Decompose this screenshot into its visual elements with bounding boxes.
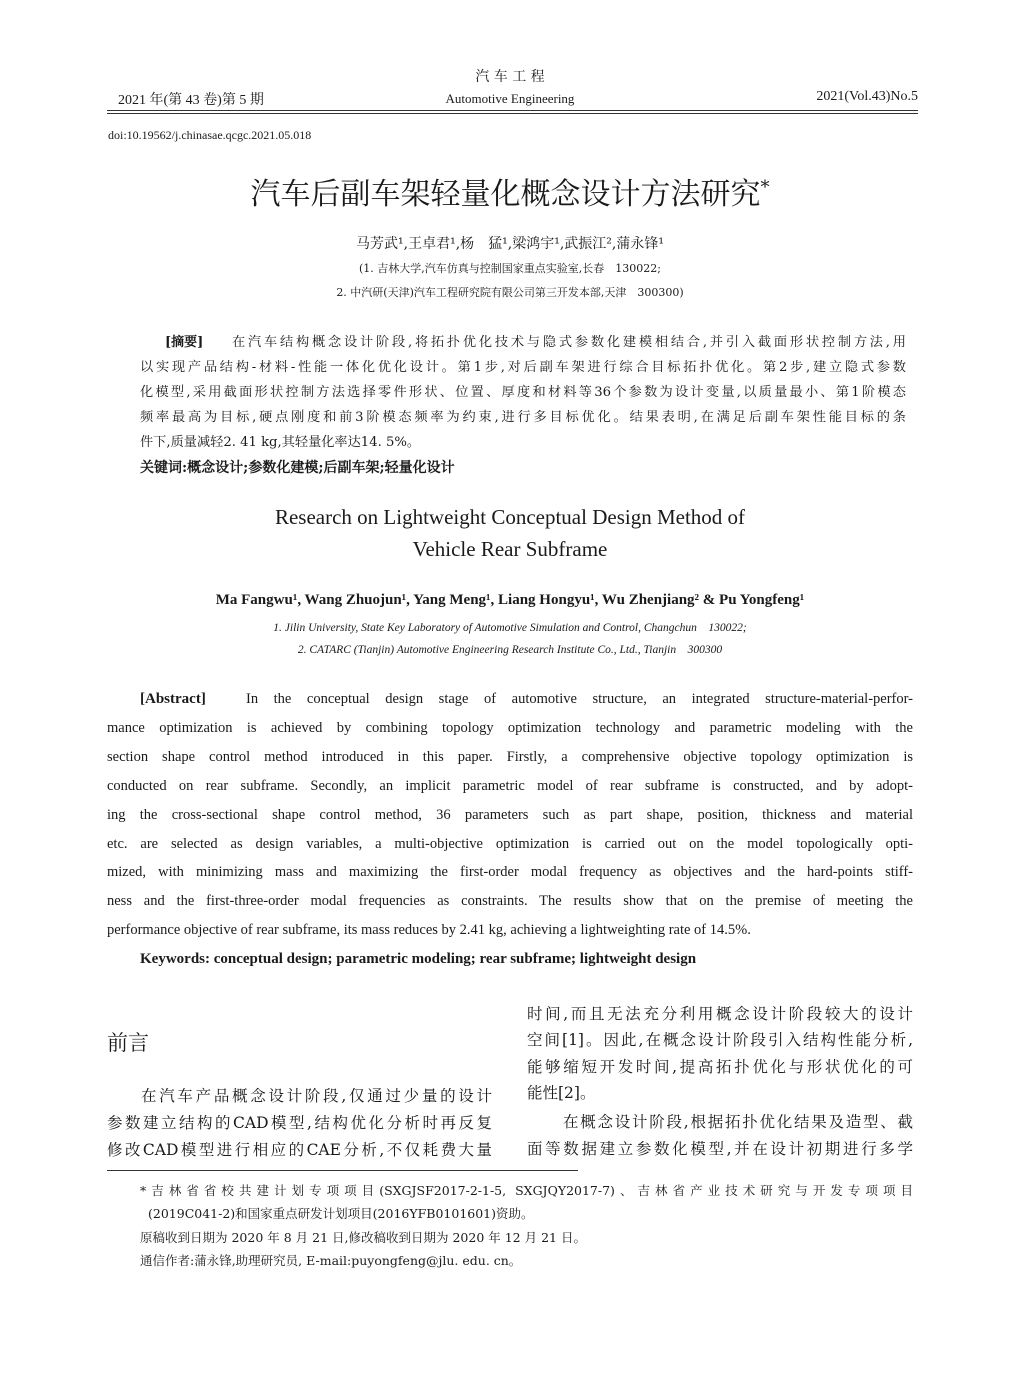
body-line: 修改CAD模型进行相应的CAE分析,不仅耗费大量 bbox=[107, 1141, 492, 1159]
title-en-1: Research on Lightweight Conceptual Design Method of bbox=[274, 505, 746, 529]
footnote-line: 通信作者:蒲永锋,助理研究员, E-mail:puyongfeng@jlu. edu. cn。 bbox=[140, 1252, 522, 1268]
keywords-en: Keywords: conceptual design; parametric modeling; rear subframe; lightweight design bbox=[140, 951, 697, 967]
body-line: 空间[1]。因此,在概念设计阶段引入结构性能分析, bbox=[527, 1031, 913, 1049]
abstract-cn-line: 化模型,采用截面形状控制方法选择零件形状、位置、厚度和材料等36个参数为设计变量,以质量最小、第1阶模态 bbox=[140, 385, 906, 400]
title-text: 汽车后副车架轻量化概念设计方法研究 bbox=[250, 177, 761, 212]
body-line: 在汽车产品概念设计阶段,仅通过少量的设计 bbox=[141, 1087, 492, 1105]
body-line: 时间,而且无法充分利用概念设计阶段较大的设计 bbox=[527, 1005, 913, 1023]
affiliation-en-1: 1. Jilin University, State Key Laboratory of Automotive Simulation and Control, Changchun 130022; bbox=[273, 622, 747, 634]
abstract-cn-line: 件下,质量减轻2. 41 kg,其轻量化率达14. 5%。 bbox=[140, 435, 421, 450]
body-line: 面等数据建立参数化模型,并在设计初期进行多学 bbox=[527, 1140, 913, 1158]
authors-cn: 马芳武¹,王卓君¹,杨 猛¹,梁鸿宇¹,武振江²,蒲永锋¹ bbox=[356, 236, 664, 252]
body-line: 参数建立结构的CAD模型,结构优化分析时再反复 bbox=[107, 1114, 492, 1132]
abstract-en-line: mance optimization is achieved by combining topology optimization technology and parametric modeling with the bbox=[107, 719, 913, 736]
issue-en: 2021(Vol.43)No.5 bbox=[816, 89, 918, 104]
body-line: 能够缩短开发时间,提高拓扑优化与形状优化的可 bbox=[527, 1058, 913, 1076]
header-rule-2 bbox=[107, 113, 918, 114]
body-line: 在概念设计阶段,根据拓扑优化结果及造型、截 bbox=[563, 1113, 913, 1131]
journal-name-en: Automotive Engineering bbox=[445, 91, 575, 106]
affiliation-cn-2: 2. 中汽研(天津)汽车工程研究院有限公司第三开发本部,天津 300300) bbox=[336, 286, 684, 299]
footnote-line: *吉林省省校共建计划专项项目(SXGJSF2017-2-1-5, SXGJQY2017-7)、吉林省产业技术研究与开发专项项目 bbox=[140, 1183, 913, 1198]
abstract-en-line: conducted on rear subframe. Secondly, an implicit parametric model of rear subframe is constructed, and by adopt- bbox=[107, 777, 913, 794]
abstract-cn-line: 在汽车结构概念设计阶段,将拓扑优化技术与隐式参数化建模相结合,并引入截面形状控制方法,用 bbox=[232, 335, 906, 350]
header-rule bbox=[107, 110, 918, 111]
abstract-en-line: section shape control method introduced in this paper. Firstly, a comprehensive objective topology optimization is bbox=[107, 748, 913, 765]
title-en-2: Vehicle Rear Subframe bbox=[412, 537, 608, 561]
abstract-en-line: performance objective of rear subframe, its mass reduces by 2.41 kg, achieving a lightweighting rate of 14.5%. bbox=[107, 922, 751, 939]
section-heading: 前言 bbox=[107, 1031, 149, 1055]
footnote-rule bbox=[107, 1170, 578, 1171]
page-title bbox=[0, 169, 1020, 213]
abstract-cn-label: [摘要] bbox=[165, 335, 204, 350]
footnote-line: 原稿收到日期为 2020 年 8 月 21 日,修改稿收到日期为 2020 年 12 月 21 日。 bbox=[140, 1229, 586, 1245]
journal-name-cn: 汽 车 工 程 bbox=[475, 69, 545, 85]
title-footnote-mark: * bbox=[760, 177, 770, 198]
abstract-en-line: etc. are selected as design variables, a multi-objective optimization is carried out on the model topologically opti- bbox=[107, 835, 913, 852]
abstract-en-line: ing the cross-sectional shape control method, 36 parameters such as part shape, position, thickness and material bbox=[107, 806, 913, 823]
abstract-en-line: ness and the first-three-order modal frequencies as constraints. The results show that on the premise of meeting the bbox=[107, 893, 913, 910]
affiliation-en-2: 2. CATARC (Tianjin) Automotive Engineering Research Institute Co., Ltd., Tianjin 300300 bbox=[297, 644, 723, 656]
doi: doi:10.19562/j.chinasae.qcgc.2021.05.018 bbox=[108, 128, 312, 142]
abstract-en-line: mized, with minimizing mass and maximizing the first-order modal frequency as objectives and the hard-points stiff- bbox=[107, 864, 913, 881]
issue-cn: 2021 年(第 43 卷)第 5 期 bbox=[118, 93, 264, 108]
keywords-cn: 关键词:概念设计;参数化建模;后副车架;轻量化设计 bbox=[140, 460, 455, 476]
authors-en: Ma Fangwu¹, Wang Zhuojun¹, Yang Meng¹, Liang Hongyu¹, Wu Zhenjiang² & Pu Yongfeng¹ bbox=[215, 592, 805, 608]
body-line: 能性[2]。 bbox=[527, 1084, 596, 1102]
abstract-cn-line: 以实现产品结构-材料-性能一体化优化设计。第1步,对后副车架进行综合目标拓扑优化。第2步,建立隐式参数 bbox=[140, 360, 906, 375]
abstract-en-label: [Abstract] bbox=[140, 691, 206, 707]
affiliation-cn-1: (1. 吉林大学,汽车仿真与控制国家重点实验室,长春 130022; bbox=[359, 262, 661, 275]
abstract-en-line: In the conceptual design stage of automotive structure, an integrated structure-material-perfor- bbox=[246, 691, 913, 707]
footnote-line: (2019C041-2)和国家重点研发计划项目(2016YFB0101601)资助。 bbox=[148, 1206, 534, 1222]
abstract-cn-line: 频率最高为目标,硬点刚度和前3阶模态频率为约束,进行多目标优化。结果表明,在满足后副车架性能目标的条 bbox=[140, 410, 906, 425]
